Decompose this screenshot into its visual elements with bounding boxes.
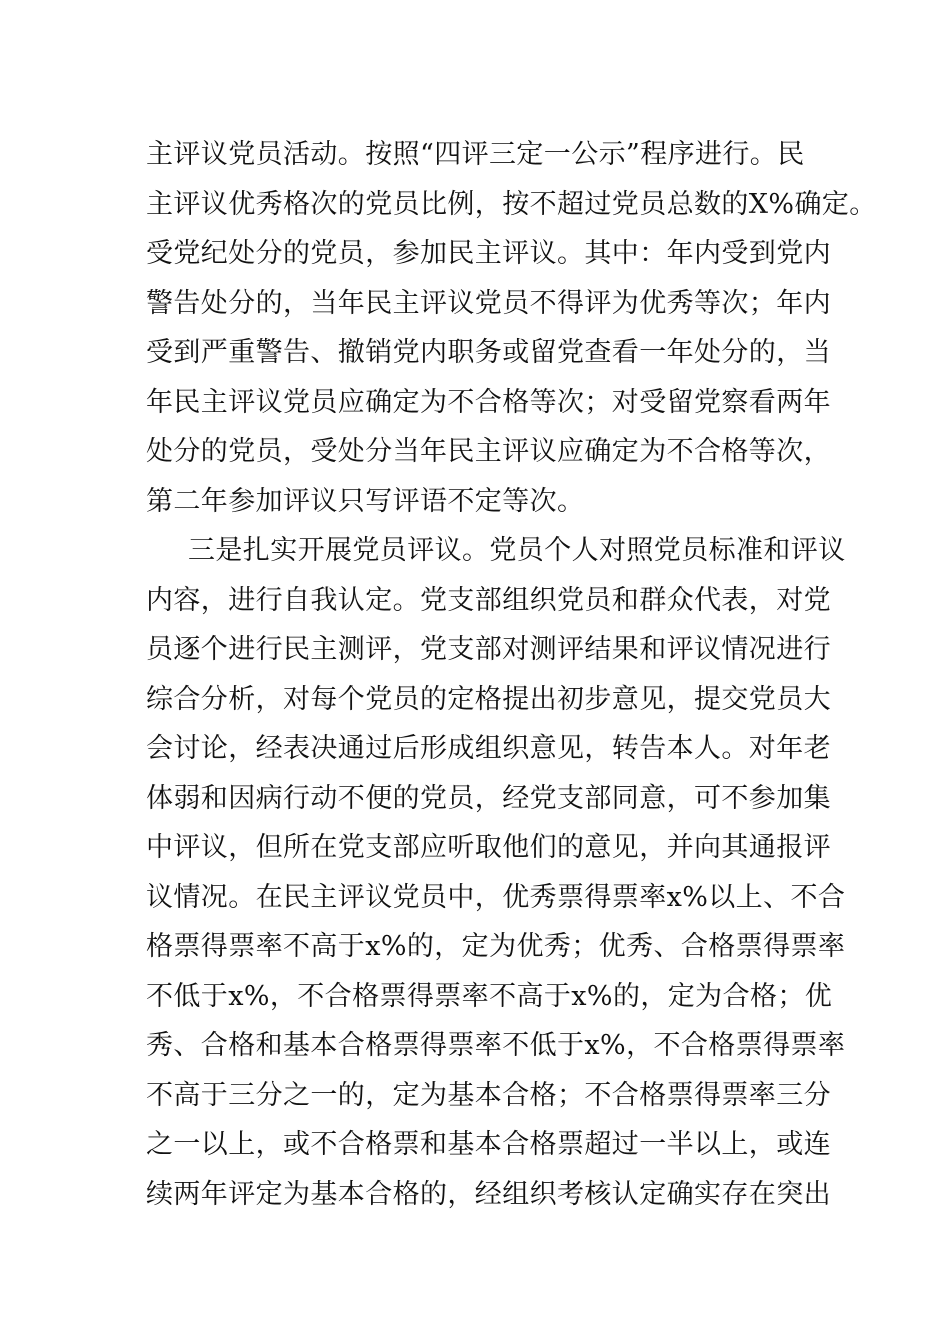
- text-line: 警告处分的，当年民主评议党员不得评为优秀等次；年内: [146, 287, 831, 319]
- text-line: 议情况。在民主评议党员中，优秀票得票率x%以上、不合: [146, 881, 846, 913]
- text-line: 受党纪处分的党员，参加民主评议。其中：年内受到党内: [146, 238, 831, 269]
- text-line: 中评议，但所在党支部应听取他们的意见，并向其通报评: [146, 832, 831, 863]
- text-line: 主评议党员活动。按照“四评三定一公示”程序进行。民: [146, 139, 805, 170]
- text-line: 会讨论，经表决通过后形成组织意见，转告本人。对年老: [146, 733, 831, 764]
- text-line: 格票得票率不高于x%的，定为优秀；优秀、合格票得票率: [146, 931, 846, 962]
- text-line: 续两年评定为基本合格的，经组织考核认定确实存在突出: [146, 1178, 831, 1210]
- text-line: 主评议优秀格次的党员比例，按不超过党员总数的X%确定。: [146, 188, 877, 220]
- text-line: 受到严重警告、撤销党内职务或留党查看一年处分的，当: [146, 337, 831, 368]
- text-line: 综合分析，对每个党员的定格提出初步意见，提交党员大: [146, 683, 831, 715]
- text-line: 年民主评议党员应确定为不合格等次；对受留党察看两年: [146, 386, 831, 418]
- text-line: 体弱和因病行动不便的党员，经党支部同意，可不参加集: [146, 782, 831, 814]
- paragraph-start-line: 三是扎实开展党员评议。党员个人对照党员标准和评议: [188, 535, 846, 566]
- body-text: [146, 130, 877, 1219]
- text-line: 内容，进行自我认定。党支部组织党员和群众代表，对党: [146, 584, 831, 616]
- text-line: 处分的党员，受处分当年民主评议应确定为不合格等次，: [146, 436, 831, 467]
- text-line: 不高于三分之一的，定为基本合格；不合格票得票率三分: [146, 1079, 831, 1111]
- text-line: 员逐个进行民主测评，党支部对测评结果和评议情况进行: [146, 634, 831, 665]
- text-line: 秀、合格和基本合格票得票率不低于x%，不合格票得票率: [146, 1030, 846, 1061]
- text-line: 第二年参加评议只写评语不定等次。: [146, 485, 585, 517]
- text-line: 之一以上，或不合格票和基本合格票超过一半以上，或连: [146, 1129, 831, 1160]
- text-line: 不低于x%，不合格票得票率不高于x%的，定为合格；优: [146, 980, 833, 1012]
